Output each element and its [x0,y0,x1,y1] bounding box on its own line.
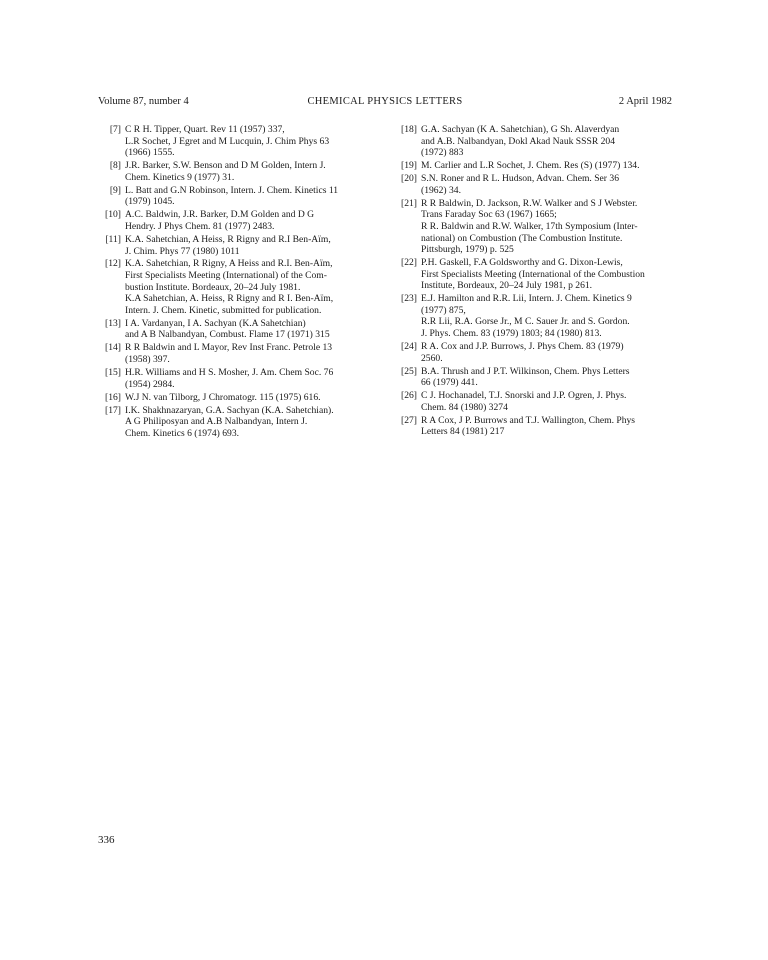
reference-text-line: Trans Faraday Soc 63 (1967) 1665; [421,209,557,221]
reference-item [98,209,368,232]
reference-text-line: A G Philiposyan and A.B Nalbandyan, Intern J. [125,416,308,428]
reference-number: [19] [401,160,417,172]
reference-number: [26] [401,390,417,402]
issue-date: 2 April 1982 [618,96,672,107]
reference-text-line: and A B Nalbandyan, Combust. Flame 17 (1971) 315 [125,329,330,341]
journal-title: CHEMICAL PHYSICS LETTERS [307,96,463,107]
reference-number: [16] [105,391,121,403]
reference-number: [25] [401,365,417,377]
reference-item [394,341,676,364]
reference-text-line: Hendry. J Phys Chem. 81 (1977) 2483. [125,220,275,232]
reference-item [394,390,676,413]
reference-text-line: K.A Sahetchian, A. Heiss, R Rigny and R I. Ben-Aïm, [125,293,334,305]
reference-item [98,342,368,365]
reference-text-line: First Specialists Meeting (International) of the Com- [125,270,327,282]
reference-text-line: Institute, Bordeaux, 20–24 July 1981, p 261. [421,280,593,292]
reference-text-line: W.J N. van Tilborg, J Chromatogr. 115 (1975) 616. [125,391,321,403]
reference-text-line: K.A. Sahetchian, A Heiss, R Rigny and R.I Ben-Aïm, [125,233,331,245]
reference-text-line: (1958) 397. [125,354,170,366]
reference-text-line: R R Baldwin and L Mayor, Rev Inst Franc. Petrole 13 [125,342,333,354]
reference-item [98,124,368,159]
reference-item [98,258,368,316]
reference-text-line: G.A. Sachyan (K A. Sahetchian), G Sh. Alaverdyan [421,124,620,135]
reference-text-line: I A. Vardanyan, I A. Sachyan (K.A Sahetchian) [125,317,306,329]
reference-text-line: (1979) 1045. [125,196,175,208]
reference-number: [21] [401,197,417,209]
references-right-column [394,124,676,439]
reference-number: [18] [401,124,417,135]
reference-item [394,173,676,196]
reference-text-line: S.N. Roner and R L. Hudson, Advan. Chem. Ser 36 [421,173,619,185]
reference-text-line: Letters 84 (1981) 217 [421,426,505,438]
reference-text-line: 66 (1979) 441. [421,377,478,389]
reference-text-line: (1962) 34. [421,184,461,196]
reference-text-line: (1972) 883 [421,147,464,159]
reference-item [394,160,676,172]
reference-item [394,366,676,389]
reference-text-line: and A.B. Nalbandyan, Dokl Akad Nauk SSSR 204 [421,135,616,147]
reference-text-line: I.K. Shakhnazaryan, G.A. Sachyan (K.A. Sahetchian). [125,404,334,416]
reference-text-line: L. Batt and G.N Robinson, Intern. J. Chem. Kinetics 11 [125,184,339,196]
reference-text-line: First Specialists Meeting (International of the Combustion [421,268,645,280]
reference-text-line: R R Baldwin, D. Jackson, R.W. Walker and S J Webster. [421,197,638,209]
reference-text-line: M. Carlier and L.R Sochet, J. Chem. Res (S) (1977) 134. [421,160,640,172]
reference-text-line: (1977) 875, [421,304,466,316]
reference-text-line: national) on Combustion (The Combustion Institute. [421,232,623,244]
reference-number: [11] [105,233,121,245]
reference-text-line: 2560. [421,352,443,364]
reference-text-line: J. Phys. Chem. 83 (1979) 1803; 84 (1980) 813. [421,328,602,340]
reference-number: [14] [105,342,121,354]
reference-item [98,405,368,440]
reference-number: [27] [401,414,417,426]
reference-text-line: R A Cox, J P. Burrows and T.J. Wallington, Chem. Phys [421,414,636,426]
reference-text-line: K.A. Sahetchian, R Rigny, A Heiss and R.I. Ben-Aïm, [125,258,333,270]
reference-text-line: J.R. Barker, S.W. Benson and D M Golden, Intern J. [125,160,326,172]
reference-text-line: C R H. Tipper, Quart. Rev 11 (1957) 337, [125,124,285,135]
reference-number: [12] [105,258,121,270]
reference-number: [10] [105,209,121,221]
volume-number: Volume 87, number 4 [98,96,189,107]
reference-text-line: H.R. Williams and H S. Mosher, J. Am. Chem Soc. 76 [125,367,334,378]
reference-number: [8] [109,160,121,172]
reference-text-line: Chem. 84 (1980) 3274 [421,401,508,413]
references-left-column [98,124,368,441]
page-number: 336 [98,834,115,846]
reference-item [98,160,368,183]
reference-number: [20] [401,173,417,185]
reference-item [98,367,368,390]
reference-number: [23] [401,293,417,305]
reference-number: [22] [401,257,417,269]
reference-item [98,318,368,341]
reference-text-line: Pittsburgh, 1979) p. 525 [421,244,514,256]
reference-number: [9] [109,184,121,196]
reference-text-line: E.J. Hamilton and R.R. Lii, Intern. J. Chem. Kinetics 9 [421,293,632,305]
reference-number: [13] [105,317,121,329]
reference-text-line: R A. Cox and J.P. Burrows, J. Phys Chem. 83 (1979) [421,341,624,353]
running-header [98,94,672,110]
reference-item [98,392,368,404]
reference-number: [7] [109,124,121,135]
reference-text-line: J. Chim. Phys 77 (1980) 1011 [125,245,240,257]
reference-item [98,234,368,257]
reference-text-line: Intern. J. Chem. Kinetic, submitted for publication. [125,304,322,316]
reference-text-line: Chem. Kinetics 9 (1977) 31. [125,171,235,183]
reference-text-line: Chem. Kinetics 6 (1974) 693. [125,427,240,439]
reference-item [394,415,676,438]
reference-text-line: B.A. Thrush and J P.T. Wilkinson, Chem. Phys Letters [421,365,630,377]
reference-item [98,185,368,208]
reference-number: [15] [105,367,121,378]
reference-text-line: C J. Hochanadel, T.J. Snorski and J.P. Ogren, J. Phys. [421,390,627,402]
reference-text-line: R R. Baldwin and R.W. Walker, 17th Symposium (Inter- [421,220,638,232]
reference-text-line: L.R Sochet, J Egret and M Lucquin, J. Chim Phys 63 [125,135,330,147]
reference-text-line: (1954) 2984. [125,378,175,390]
reference-item [394,198,676,256]
reference-item [394,257,676,292]
reference-item [394,124,676,159]
reference-number: [17] [105,404,121,416]
reference-text-line: (1966) 1555. [125,147,175,159]
reference-text-line: P.H. Gaskell, F.A Goldsworthy and G. Dixon-Lewis, [421,257,623,269]
reference-number: [24] [401,341,417,353]
reference-text-line: A.C. Baldwin, J.R. Barker, D.M Golden and D G [125,209,315,221]
reference-item [394,293,676,339]
reference-text-line: bustion Institute. Bordeaux, 20–24 July 1981. [125,281,301,293]
reference-text-line: R.R Lii, R.A. Gorse Jr., M C. Sauer Jr. and S. Gordon. [421,316,630,328]
